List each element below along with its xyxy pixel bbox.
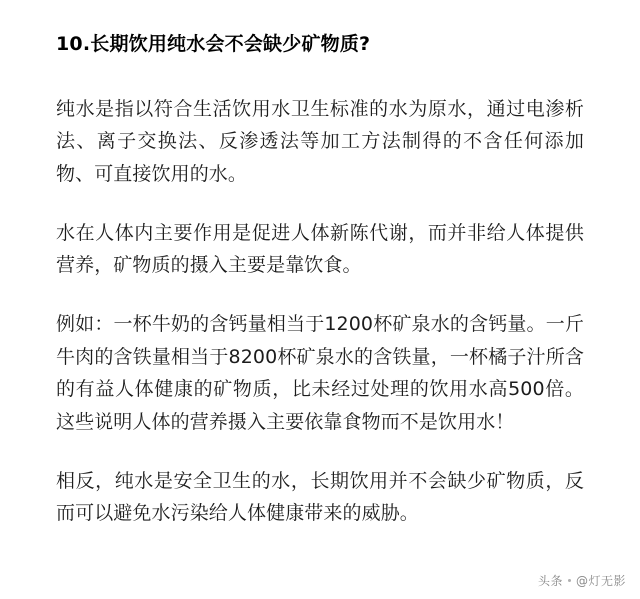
paragraph-3: 例如：一杯牛奶的含钙量相当于1200杯矿泉水的含钙量。一斤牛肉的含铁量相当于8200杯矿泉水的含铁量，一杯橘子汁所含的有益人体健康的矿物质，比未经过处理的饮用水高500倍。这些说明人体的营养摄入主要依靠食物而不是饮用水！ — [56, 312, 584, 433]
paragraph-1: 纯水是指以符合生活饮用水卫生标准的水为原水，通过电渗析法、离子交换法、反渗透法等加工方法制得的不含任何添加物、可直接饮用的水。 — [56, 97, 584, 185]
paragraph-4: 相反，纯水是安全卫生的水，长期饮用并不会缺少矿物质，反而可以避免水污染给人体健康带来的威胁。 — [56, 469, 584, 525]
platform-label: 头条 — [537, 574, 563, 588]
separator-dot-icon — [568, 579, 571, 582]
paragraph-2: 水在人体内主要作用是促进人体新陈代谢，而并非给人体提供营养，矿物质的摄入主要是靠饮食。 — [56, 221, 584, 277]
watermark — [538, 572, 626, 589]
author-handle: @灯无影 — [575, 574, 626, 588]
page-title: 10.长期饮用纯水会不会缺少矿物质? — [56, 33, 371, 55]
